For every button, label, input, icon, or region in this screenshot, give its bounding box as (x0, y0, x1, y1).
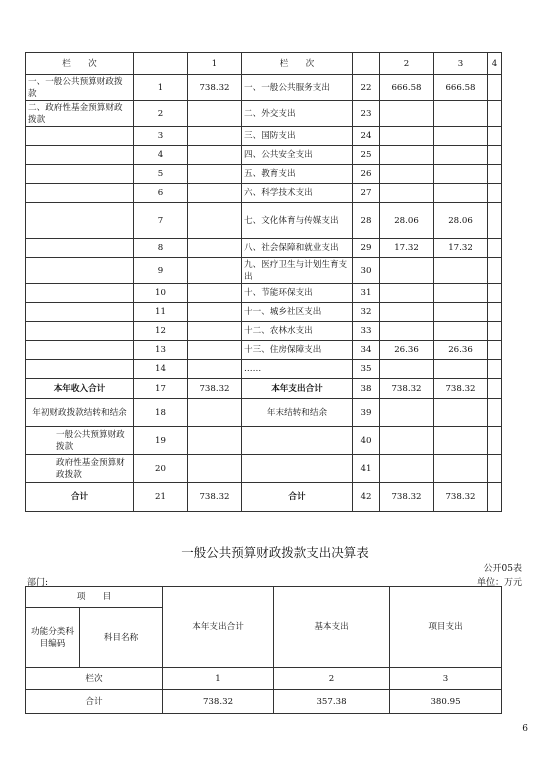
expense-item: 三、国防支出 (242, 127, 353, 146)
line-number: 12 (134, 322, 188, 341)
expense-project (488, 303, 502, 322)
income-total-amount: 738.32 (188, 379, 242, 399)
table-row (26, 483, 502, 512)
total-expense-header: 本年支出合计 (163, 587, 274, 668)
line-number: 35 (353, 360, 380, 379)
line-number: 23 (353, 101, 380, 127)
total-value: 738.32 (163, 690, 274, 714)
table-row (26, 303, 502, 322)
line-number: 6 (134, 184, 188, 203)
line-number: 32 (353, 303, 380, 322)
line-number: 42 (353, 483, 380, 512)
expense-project (488, 258, 502, 284)
expense-basic (434, 258, 488, 284)
empty-cell (380, 399, 434, 427)
carry-out-label: 年末结转和结余 (242, 399, 353, 427)
line-number: 33 (353, 322, 380, 341)
income-item (26, 322, 134, 341)
expense-project (488, 322, 502, 341)
line-number: 29 (353, 239, 380, 258)
income-total-label: 本年收入合计 (26, 379, 134, 399)
expense-total (380, 146, 434, 165)
line-number: 38 (353, 379, 380, 399)
expense-project (488, 184, 502, 203)
income-item (26, 165, 134, 184)
empty-cell (380, 427, 434, 455)
expense-item: 七、文化体育与传媒支出 (242, 203, 353, 239)
line-number: 24 (353, 127, 380, 146)
expense-basic (434, 146, 488, 165)
header-cell: 栏 次 (26, 53, 134, 75)
line-number: 27 (353, 184, 380, 203)
header-cell (134, 53, 188, 75)
income-amount (188, 322, 242, 341)
column-index-label: 栏次 (26, 668, 163, 690)
table-row (26, 203, 502, 239)
empty-cell (434, 399, 488, 427)
line-number: 13 (134, 341, 188, 360)
table-row (26, 165, 502, 184)
empty-cell (488, 399, 502, 427)
expense-total: 28.06 (380, 203, 434, 239)
line-number: 2 (134, 101, 188, 127)
income-amount (188, 303, 242, 322)
column-index: 3 (390, 668, 502, 690)
line-number: 20 (134, 455, 188, 483)
empty-cell (188, 427, 242, 455)
project-expense-header: 项目支出 (390, 587, 502, 668)
expense-total-label: 本年支出合计 (242, 379, 353, 399)
income-item (26, 127, 134, 146)
expense-total (380, 101, 434, 127)
expense-item: 十三、住房保障支出 (242, 341, 353, 360)
expense-total: 666.58 (380, 75, 434, 101)
line-number: 30 (353, 258, 380, 284)
expense-basic: 28.06 (434, 203, 488, 239)
table-row (26, 360, 502, 379)
line-number: 4 (134, 146, 188, 165)
expense-total: 26.36 (380, 341, 434, 360)
expense-item: 一、一般公共服务支出 (242, 75, 353, 101)
expense-item: 四、公共安全支出 (242, 146, 353, 165)
expense-total (380, 165, 434, 184)
expense-item: 十、节能环保支出 (242, 284, 353, 303)
income-item (26, 203, 134, 239)
income-item: 二、政府性基金预算财政拨款 (26, 101, 134, 127)
income-amount (188, 101, 242, 127)
total-value: 357.38 (274, 690, 390, 714)
basic-expense-header: 基本支出 (274, 587, 390, 668)
line-number: 39 (353, 399, 380, 427)
expense-basic (434, 101, 488, 127)
expense-total (380, 184, 434, 203)
income-item (26, 303, 134, 322)
empty-cell (488, 455, 502, 483)
expense-item: 九、医疗卫生与计划生育支出 (242, 258, 353, 284)
empty-cell (242, 427, 353, 455)
expense-project (488, 239, 502, 258)
line-number: 17 (134, 379, 188, 399)
grand-total-expense-label: 合计 (242, 483, 353, 512)
income-amount (188, 258, 242, 284)
line-number: 5 (134, 165, 188, 184)
expense-basic (434, 127, 488, 146)
grand-total-basic: 738.32 (434, 483, 488, 512)
table-row (26, 284, 502, 303)
expense-project (488, 75, 502, 101)
line-number: 11 (134, 303, 188, 322)
income-item (26, 360, 134, 379)
line-number: 34 (353, 341, 380, 360)
income-amount (188, 203, 242, 239)
empty-cell (380, 455, 434, 483)
table-row (26, 53, 502, 75)
income-amount (188, 127, 242, 146)
income-item (26, 146, 134, 165)
line-number: 25 (353, 146, 380, 165)
expense-basic: 17.32 (434, 239, 488, 258)
empty-cell (188, 455, 242, 483)
expense-basic (434, 303, 488, 322)
expense-basic (434, 322, 488, 341)
table-row (26, 127, 502, 146)
column-index: 1 (163, 668, 274, 690)
expense-total (380, 284, 434, 303)
header-cell: 3 (434, 53, 488, 75)
empty-cell (242, 455, 353, 483)
income-item (26, 258, 134, 284)
expense-item: 五、教育支出 (242, 165, 353, 184)
table2-title: 一般公共预算财政拨款支出决算表 (181, 545, 369, 560)
line-number: 8 (134, 239, 188, 258)
income-item (26, 239, 134, 258)
expense-item: 六、科学技术支出 (242, 184, 353, 203)
empty-cell (488, 427, 502, 455)
table-row (26, 379, 502, 399)
line-number: 26 (353, 165, 380, 184)
expense-total (380, 258, 434, 284)
table-row (26, 322, 502, 341)
expense-project (488, 101, 502, 127)
income-expense-table (25, 52, 502, 512)
expense-basic: 666.58 (434, 75, 488, 101)
expense-item: 十二、农林水支出 (242, 322, 353, 341)
line-number: 3 (134, 127, 188, 146)
table-row (26, 146, 502, 165)
income-amount (188, 239, 242, 258)
form-code: 公开05表 (483, 564, 522, 574)
line-number: 1 (134, 75, 188, 101)
income-amount (188, 341, 242, 360)
line-number: 14 (134, 360, 188, 379)
expense-project (488, 165, 502, 184)
header-cell (353, 53, 380, 75)
expense-basic: 26.36 (434, 341, 488, 360)
expense-project (488, 127, 502, 146)
subject-name-header: 科目名称 (80, 608, 163, 668)
expense-item: 二、外交支出 (242, 101, 353, 127)
income-amount (188, 165, 242, 184)
expense-basic (434, 284, 488, 303)
table-row (26, 101, 502, 127)
carry-in-label: 年初财政拨款结转和结余 (26, 399, 134, 427)
line-number: 21 (134, 483, 188, 512)
expense-project (488, 146, 502, 165)
header-cell: 2 (380, 53, 434, 75)
unit-label: 单位：万元 (476, 578, 522, 588)
expense-basic-amount: 738.32 (434, 379, 488, 399)
line-number: 22 (353, 75, 380, 101)
grand-total-income: 738.32 (188, 483, 242, 512)
line-number: 7 (134, 203, 188, 239)
page-number: 6 (522, 724, 528, 734)
expense-total-amount: 738.32 (380, 379, 434, 399)
expense-total (380, 303, 434, 322)
carry-in-fund-label: 政府性基金预算财政拨款 (26, 455, 134, 483)
table-row (26, 427, 502, 455)
table-row (26, 341, 502, 360)
carry-in-general-label: 一般公共预算财政拨款 (26, 427, 134, 455)
expense-total (380, 127, 434, 146)
expense-project (488, 341, 502, 360)
expense-basic (434, 184, 488, 203)
line-number: 18 (134, 399, 188, 427)
income-amount: 738.32 (188, 75, 242, 101)
income-amount (188, 284, 242, 303)
header-cell: 1 (188, 53, 242, 75)
expense-basic (434, 360, 488, 379)
income-item (26, 341, 134, 360)
header-cell: 栏 次 (242, 53, 353, 75)
expense-item: 十一、城乡社区支出 (242, 303, 353, 322)
table-row (26, 258, 502, 284)
line-number: 41 (353, 455, 380, 483)
item-header: 项 目 (26, 587, 163, 608)
expense-project (488, 360, 502, 379)
expense-item: 八、社会保障和就业支出 (242, 239, 353, 258)
function-code-header: 功能分类科目编码 (26, 608, 80, 668)
expense-total: 17.32 (380, 239, 434, 258)
header-cell: 4 (488, 53, 502, 75)
income-amount (188, 184, 242, 203)
grand-total-project (488, 483, 502, 512)
empty-cell (434, 427, 488, 455)
column-index: 2 (274, 668, 390, 690)
empty-cell (434, 455, 488, 483)
line-number: 10 (134, 284, 188, 303)
income-amount (188, 146, 242, 165)
expense-basic (434, 165, 488, 184)
expense-project-amount (488, 379, 502, 399)
department-label: 部门: (27, 578, 49, 588)
line-number: 31 (353, 284, 380, 303)
table-row (26, 455, 502, 483)
expense-total (380, 360, 434, 379)
line-number: 28 (353, 203, 380, 239)
line-number: 9 (134, 258, 188, 284)
expense-project (488, 203, 502, 239)
grand-total-label: 合计 (26, 483, 134, 512)
line-number: 19 (134, 427, 188, 455)
grand-total-expense: 738.32 (380, 483, 434, 512)
expense-item: …… (242, 360, 353, 379)
table-row (26, 399, 502, 427)
expense-total (380, 322, 434, 341)
income-amount (188, 360, 242, 379)
table-row (26, 184, 502, 203)
general-budget-expense-table (25, 586, 502, 714)
table-row (26, 75, 502, 101)
income-item (26, 284, 134, 303)
expense-project (488, 284, 502, 303)
empty-cell (188, 399, 242, 427)
income-item (26, 184, 134, 203)
total-label: 合计 (26, 690, 163, 714)
income-item: 一、一般公共预算财政拨款 (26, 75, 134, 101)
total-value: 380.95 (390, 690, 502, 714)
line-number: 40 (353, 427, 380, 455)
table-row (26, 239, 502, 258)
